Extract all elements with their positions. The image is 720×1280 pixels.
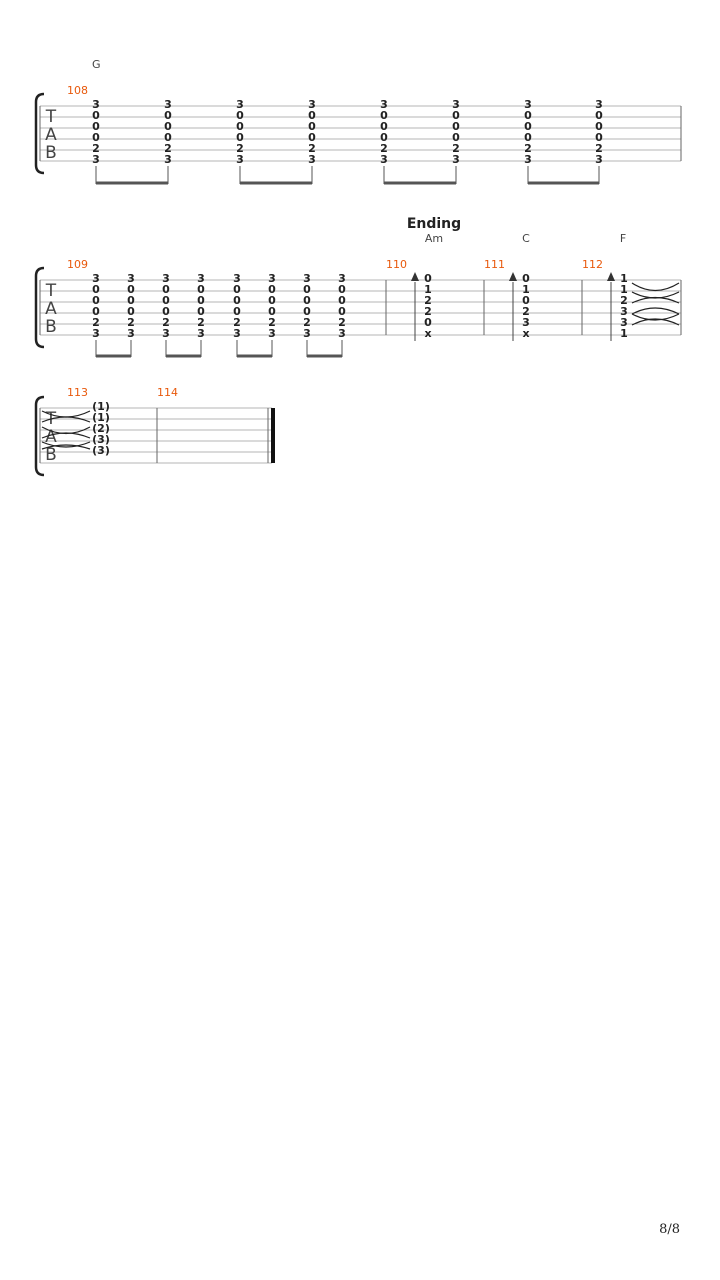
fret: 0: [92, 120, 100, 133]
fret: 0: [197, 294, 205, 307]
barlines: [40, 280, 681, 335]
fret: (1): [92, 400, 110, 413]
fret: (3): [92, 444, 110, 457]
fret: 0: [524, 109, 532, 122]
measure-111: [522, 272, 530, 340]
fret: 2: [164, 142, 172, 155]
fret: 3: [338, 272, 346, 285]
fret: 1: [620, 272, 628, 285]
fret: 1: [522, 283, 530, 296]
fret: 0: [236, 109, 244, 122]
fret: 3: [522, 316, 530, 329]
fret: 0: [233, 294, 241, 307]
chord-name: Am: [424, 232, 444, 245]
rhythm-beams: [96, 166, 599, 184]
fret: 3: [92, 272, 100, 285]
fret: 0: [303, 283, 311, 296]
fret: 2: [308, 142, 316, 155]
strum-up-arrow-icon: [607, 272, 615, 341]
fret: (2): [92, 422, 110, 435]
fret: 0: [236, 131, 244, 144]
fret: 0: [268, 283, 276, 296]
fret: 0: [233, 283, 241, 296]
measure-112: [620, 272, 628, 340]
fret: 0: [127, 283, 135, 296]
fret: 2: [92, 316, 100, 329]
beat: [236, 98, 244, 166]
beat: [524, 98, 532, 166]
fret: 0: [595, 120, 603, 133]
staff: [40, 280, 681, 335]
beat: [452, 98, 460, 166]
fret: 0: [127, 294, 135, 307]
fret: 3: [303, 327, 311, 340]
rhythm-beams: [96, 340, 342, 357]
beat: [164, 98, 172, 166]
fret: 0: [303, 305, 311, 318]
fret: 3: [308, 153, 316, 166]
fret: (3): [92, 433, 110, 446]
beat: [303, 272, 311, 340]
fret: 0: [595, 131, 603, 144]
fret: 1: [620, 283, 628, 296]
fret: 3: [92, 327, 100, 340]
svg-text:A: A: [45, 299, 57, 319]
fret: 0: [127, 305, 135, 318]
page-number: 8/8: [659, 1222, 680, 1237]
fret: 0: [522, 272, 530, 285]
measure-number: 113: [67, 386, 88, 399]
fret: 0: [197, 305, 205, 318]
fret: 0: [164, 120, 172, 133]
system-1: [36, 58, 681, 184]
fret: 0: [424, 316, 432, 329]
fret: 0: [595, 109, 603, 122]
fret: 3: [236, 98, 244, 111]
measure-108: [92, 98, 603, 166]
fret: 0: [524, 120, 532, 133]
chord-name: C: [522, 232, 530, 245]
fret: 3: [452, 98, 460, 111]
fret: 2: [127, 316, 135, 329]
beat: [595, 98, 603, 166]
fret: x: [522, 327, 530, 340]
fret: 3: [164, 98, 172, 111]
tie-curves: [632, 283, 679, 325]
fret: 0: [268, 305, 276, 318]
fret: 0: [308, 120, 316, 133]
staff: [40, 106, 681, 161]
fret: 3: [524, 153, 532, 166]
fret: 3: [164, 153, 172, 166]
measure-number: 108: [67, 84, 88, 97]
system-3: [36, 386, 275, 475]
fret: 2: [92, 142, 100, 155]
fret: 0: [236, 120, 244, 133]
svg-text:T: T: [45, 281, 57, 301]
fret: 0: [268, 294, 276, 307]
fret: 0: [380, 120, 388, 133]
chord-name: F: [619, 232, 627, 245]
measure-number: 109: [67, 258, 88, 271]
fret: 0: [164, 109, 172, 122]
fret: 0: [452, 120, 460, 133]
measure-number: 110: [386, 258, 407, 271]
fret: 2: [380, 142, 388, 155]
fret: 0: [92, 131, 100, 144]
fret: 3: [197, 272, 205, 285]
beat: [197, 272, 205, 340]
fret: 3: [268, 272, 276, 285]
fret: 2: [236, 142, 244, 155]
fret: 3: [380, 153, 388, 166]
fret: 3: [308, 98, 316, 111]
fret: 3: [595, 153, 603, 166]
fret: 2: [424, 305, 432, 318]
fret: 2: [524, 142, 532, 155]
fret: 3: [236, 153, 244, 166]
svg-text:B: B: [45, 445, 57, 465]
beat: [127, 272, 135, 340]
beat: [162, 272, 170, 340]
svg-text:T: T: [45, 409, 57, 429]
measure-113: [92, 400, 110, 457]
fret: 3: [595, 98, 603, 111]
fret: 2: [620, 294, 628, 307]
beat: [92, 98, 100, 166]
fret: 3: [303, 272, 311, 285]
measure-number: 114: [157, 386, 178, 399]
fret: 2: [595, 142, 603, 155]
fret: 2: [522, 305, 530, 318]
fret: 0: [162, 283, 170, 296]
fret: 1: [620, 327, 628, 340]
fret: 0: [338, 283, 346, 296]
fret: 0: [380, 109, 388, 122]
tab-clef: [45, 107, 57, 163]
svg-text:A: A: [45, 427, 57, 447]
fret: 0: [452, 131, 460, 144]
fret: 3: [268, 327, 276, 340]
fret: 1: [424, 283, 432, 296]
beat: [338, 272, 346, 340]
fret: 0: [233, 305, 241, 318]
beat: [92, 272, 100, 340]
fret: 0: [303, 294, 311, 307]
fret: 0: [162, 305, 170, 318]
svg-text:T: T: [45, 107, 57, 127]
fret: 0: [164, 131, 172, 144]
fret: 0: [380, 131, 388, 144]
final-barline: [271, 408, 275, 463]
measure-109: [92, 272, 346, 340]
fret: 0: [162, 294, 170, 307]
fret: 0: [92, 283, 100, 296]
fret: 0: [92, 109, 100, 122]
fret: 2: [338, 316, 346, 329]
fret: 2: [303, 316, 311, 329]
fret: 3: [92, 153, 100, 166]
measure-110: [424, 272, 432, 340]
fret: 0: [522, 294, 530, 307]
section-label: Ending: [406, 216, 462, 232]
fret: 3: [380, 98, 388, 111]
fret: 0: [338, 294, 346, 307]
svg-text:B: B: [45, 143, 57, 163]
beat: [233, 272, 241, 340]
fret: 3: [620, 316, 628, 329]
measure-number: 111: [484, 258, 505, 271]
fret: 0: [92, 294, 100, 307]
fret: 2: [268, 316, 276, 329]
tab-clef: [45, 281, 57, 337]
fret: 3: [524, 98, 532, 111]
fret: 3: [452, 153, 460, 166]
fret: x: [424, 327, 432, 340]
fret: 0: [197, 283, 205, 296]
fret: 3: [127, 327, 135, 340]
fret: 0: [524, 131, 532, 144]
chord-name: G: [92, 58, 101, 71]
fret: 0: [338, 305, 346, 318]
strum-up-arrow-icon: [509, 272, 517, 341]
fret: 0: [308, 109, 316, 122]
fret: 3: [233, 272, 241, 285]
system-2: [36, 216, 681, 357]
fret: 3: [233, 327, 241, 340]
fret: 2: [424, 294, 432, 307]
beat: [268, 272, 276, 340]
fret: 3: [92, 98, 100, 111]
fret: 0: [452, 109, 460, 122]
fret: 2: [197, 316, 205, 329]
fret: 3: [620, 305, 628, 318]
fret: 2: [233, 316, 241, 329]
fret: 3: [162, 327, 170, 340]
fret: 0: [308, 131, 316, 144]
fret: 2: [452, 142, 460, 155]
svg-text:A: A: [45, 125, 57, 145]
fret: (1): [92, 411, 110, 424]
fret: 3: [127, 272, 135, 285]
strum-up-arrow-icon: [411, 272, 419, 341]
beat: [380, 98, 388, 166]
fret: 3: [162, 272, 170, 285]
svg-text:B: B: [45, 317, 57, 337]
fret: 0: [92, 305, 100, 318]
fret: 0: [424, 272, 432, 285]
beat: [308, 98, 316, 166]
fret: 2: [162, 316, 170, 329]
fret: 3: [197, 327, 205, 340]
measure-number: 112: [582, 258, 603, 271]
fret: 3: [338, 327, 346, 340]
